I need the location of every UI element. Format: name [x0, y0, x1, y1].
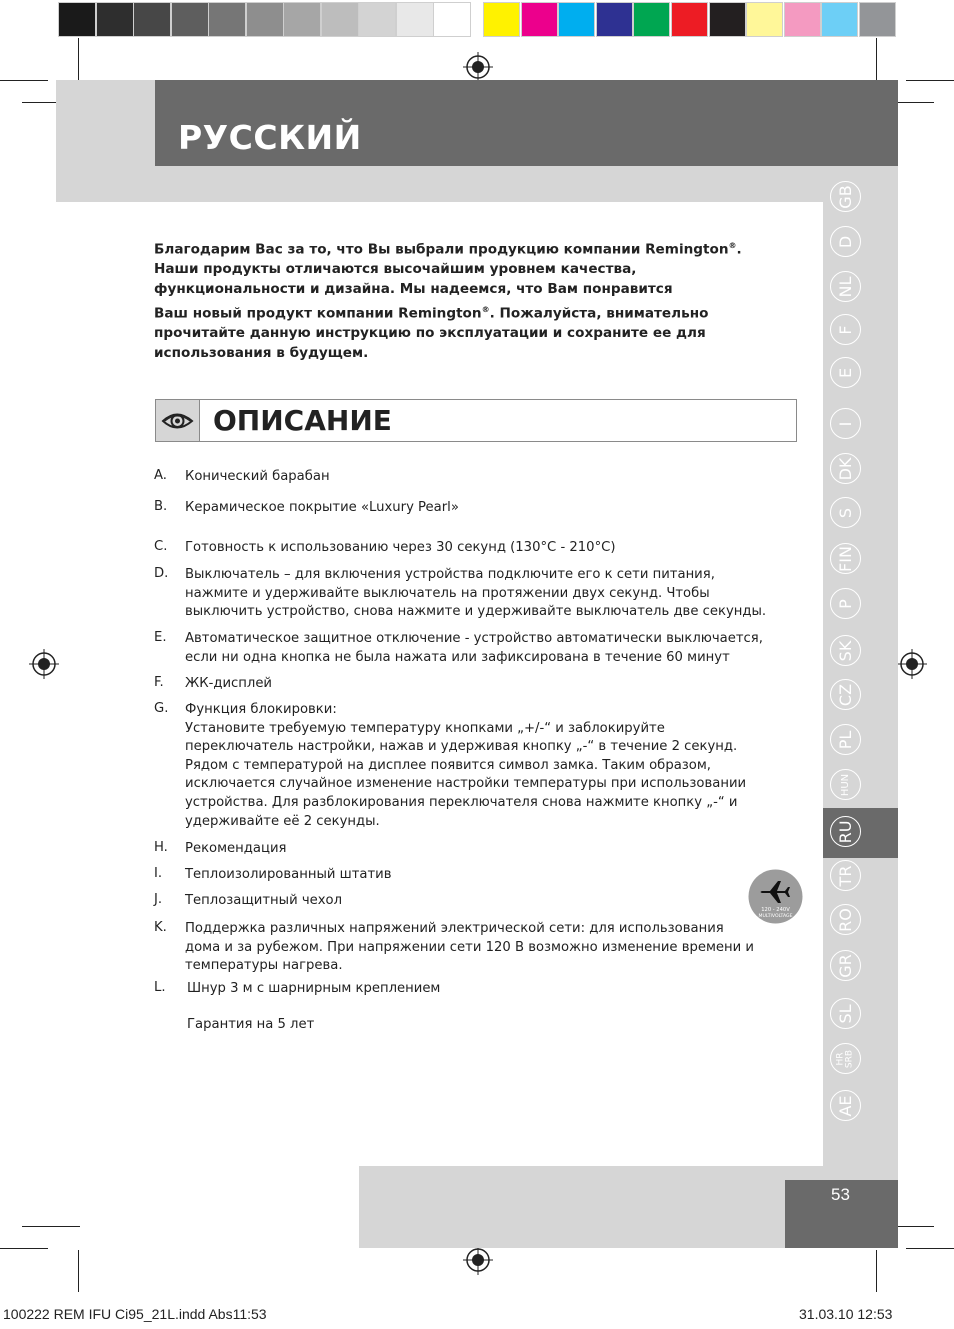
gray-swatch: [133, 2, 171, 37]
language-code: P: [835, 598, 855, 609]
color-swatch: [821, 2, 858, 37]
item-letter: L.: [154, 980, 166, 995]
color-swatch: [596, 2, 633, 37]
badge-multivoltage: MULTIVOLTAGE: [758, 914, 793, 919]
language-code: S: [835, 507, 855, 518]
language-tab-e: [830, 357, 861, 388]
language-tab-cz: [830, 679, 861, 710]
crop-mark: [22, 1226, 80, 1227]
language-code: HR SRB: [835, 1049, 855, 1068]
intro-line: . Пожалуйста, внимательно: [489, 305, 709, 322]
item-letter: H.: [154, 840, 168, 855]
item-text: Керамическое покрытие «Luxury Pearl»: [185, 500, 459, 515]
registration-mark-icon: [463, 1245, 493, 1275]
registered-mark: ®: [728, 241, 737, 250]
language-tab-gb: [830, 181, 861, 212]
item-text: Поддержка различных напряжений электрической сети: для использования дома и за рубежом. При напряжении сети 120 В возможно изменение времени и температуры нагрева.: [185, 921, 754, 974]
intro-paragraph: [154, 236, 794, 364]
item-text: Теплоизолированный штатив: [185, 867, 392, 882]
gray-swatch: [246, 2, 284, 37]
language-code: NL: [835, 276, 855, 297]
language-code: E: [835, 367, 855, 378]
badge-voltage: 120 - 240V: [761, 907, 790, 913]
crop-mark: [78, 38, 79, 80]
language-tab-tr: [830, 860, 861, 891]
language-code: TR: [835, 865, 855, 886]
registered-mark: ®: [481, 304, 490, 314]
language-code: D: [835, 235, 855, 248]
registration-mark-icon: [29, 649, 59, 679]
warranty-text: Гарантия на 5 лет: [187, 1017, 315, 1032]
gray-swatch: [283, 2, 321, 37]
language-tab-gr: [830, 950, 861, 981]
language-code: SK: [835, 640, 855, 661]
item-letter: J.: [154, 892, 163, 907]
item-text: Выключатель – для включения устройства подключите его к сети питания, нажмите и удерживайте выключатель на протяжении двух секунд. Чтобы выключить устройство, снова нажмите и удерживайте выключатель две секунды.: [185, 567, 767, 620]
item-text: Рекомендация: [185, 841, 287, 856]
intro-line: Ваш новый продукт компании Remington: [154, 305, 482, 322]
language-tab-hun: [830, 769, 861, 800]
crop-mark: [876, 38, 877, 80]
gray-swatch: [58, 2, 96, 37]
item-letter: C.: [154, 539, 168, 554]
intro-line: Благодарим Вас за то, что Вы выбрали продукцию компании Remington: [154, 241, 729, 258]
language-code: GB: [835, 184, 855, 209]
item-letter: G.: [154, 701, 169, 716]
item-text: Автоматическое защитное отключение - устройство автоматически выключается, если ни одна кнопка не была нажата или зафиксирована в течение 60 минут: [185, 631, 763, 665]
item-text: ЖК-дисплей: [185, 676, 273, 691]
color-swatch: [521, 2, 558, 37]
item-text: Шнур 3 м с шарнирным креплением: [187, 981, 441, 996]
gray-swatch: [358, 2, 396, 37]
color-swatch: [859, 2, 896, 37]
language-tab-fin: [830, 543, 861, 574]
eye-icon: [156, 400, 199, 441]
crop-mark: [876, 1250, 877, 1292]
item-letter: K.: [154, 920, 167, 935]
section-title: ОПИСАНИЕ: [213, 404, 392, 437]
gray-swatch: [96, 2, 134, 37]
item-letter: E.: [154, 630, 167, 645]
language-tab-ru: [830, 816, 861, 847]
intro-line: .: [736, 241, 742, 258]
crop-mark: [0, 1248, 48, 1249]
crop-mark: [0, 80, 48, 81]
print-file-info: 100222 REM IFU Ci95_21L.indd Abs11:53: [3, 1306, 267, 1322]
language-tab-s: [830, 497, 861, 528]
color-swatch: [558, 2, 595, 37]
language-tab-d: [830, 226, 861, 257]
gray-swatch: [208, 2, 246, 37]
color-swatch: [784, 2, 821, 37]
item-letter: A.: [154, 468, 167, 483]
intro-line: Наши продукты отличаются высочайшим уровнем качества,: [154, 261, 637, 278]
gray-swatch: [171, 2, 209, 37]
language-tab-ae: [830, 1090, 861, 1121]
language-code: FIN: [835, 545, 855, 572]
language-code: AE: [835, 1094, 855, 1117]
page-number: 53: [831, 1185, 850, 1204]
language-code: RO: [835, 907, 855, 932]
crop-mark: [78, 1250, 79, 1292]
gray-swatch: [433, 2, 471, 37]
multivoltage-badge: [748, 869, 803, 924]
language-code: CZ: [835, 683, 855, 706]
item-letter: D.: [154, 566, 169, 581]
language-code: F: [835, 324, 855, 335]
item-letter: I.: [154, 866, 163, 881]
registration-mark-icon: [897, 649, 927, 679]
color-swatch: [483, 2, 520, 37]
language-tab-sl: [830, 998, 861, 1029]
item-letter: F.: [154, 675, 164, 690]
crop-mark: [906, 80, 954, 81]
item-letter: B.: [154, 499, 168, 514]
language-tab-p: [830, 588, 861, 619]
print-date-info: 31.03.10 12:53: [799, 1306, 893, 1322]
language-tab-nl: [830, 271, 861, 302]
color-swatch: [709, 2, 746, 37]
gray-swatch: [321, 2, 359, 37]
language-code: RU: [835, 820, 855, 843]
language-tab-dk: [830, 453, 861, 484]
color-swatch: [633, 2, 670, 37]
language-code: I: [835, 421, 855, 426]
intro-line: использования в будущем.: [154, 345, 369, 362]
section-icon-box: [155, 399, 200, 442]
item-text: Теплозащитный чехол: [185, 893, 343, 908]
language-tab-sk: [830, 635, 861, 666]
language-tab-hr-srb: [830, 1043, 861, 1074]
language-code: DK: [835, 457, 855, 480]
item-text: Конический барабан: [185, 469, 330, 484]
intro-line: прочитайте данную инструкцию по эксплуатации и сохраните ее для: [154, 325, 706, 342]
page-title: РУССКИЙ: [178, 118, 362, 157]
language-tab-ro: [830, 904, 861, 935]
language-tab-pl: [830, 724, 861, 755]
language-code: HUN: [839, 773, 851, 796]
language-code: PL: [835, 730, 855, 749]
language-tab-i: [830, 408, 861, 439]
color-swatch: [671, 2, 708, 37]
item-text: Готовность к использованию через 30 секунд (130°C - 210°C): [185, 540, 616, 555]
language-code: SL: [835, 1003, 855, 1024]
crop-mark: [906, 1248, 954, 1249]
gray-swatch: [396, 2, 434, 37]
registration-mark-icon: [463, 52, 493, 82]
intro-line: функциональности и дизайна. Мы надеемся, что Вам понравится: [154, 281, 673, 298]
language-tab-f: [830, 314, 861, 345]
item-text: Функция блокировки: Установите требуемую температуру кнопками „+/-“ и заблокируйте переключатель настройки, нажав и удерживая кнопку „-“ в течение 2 секунд. Рядом с температурой на дисплее появится символ замка. Таким образом, исключается случайное изменение настройки температуры при использовании устройства. Для разблокирования переключателя снова нажмите кнопку „-“ и удерживайте её 2 секунды.: [185, 702, 747, 829]
language-code: GR: [835, 953, 855, 978]
color-swatch: [746, 2, 783, 37]
